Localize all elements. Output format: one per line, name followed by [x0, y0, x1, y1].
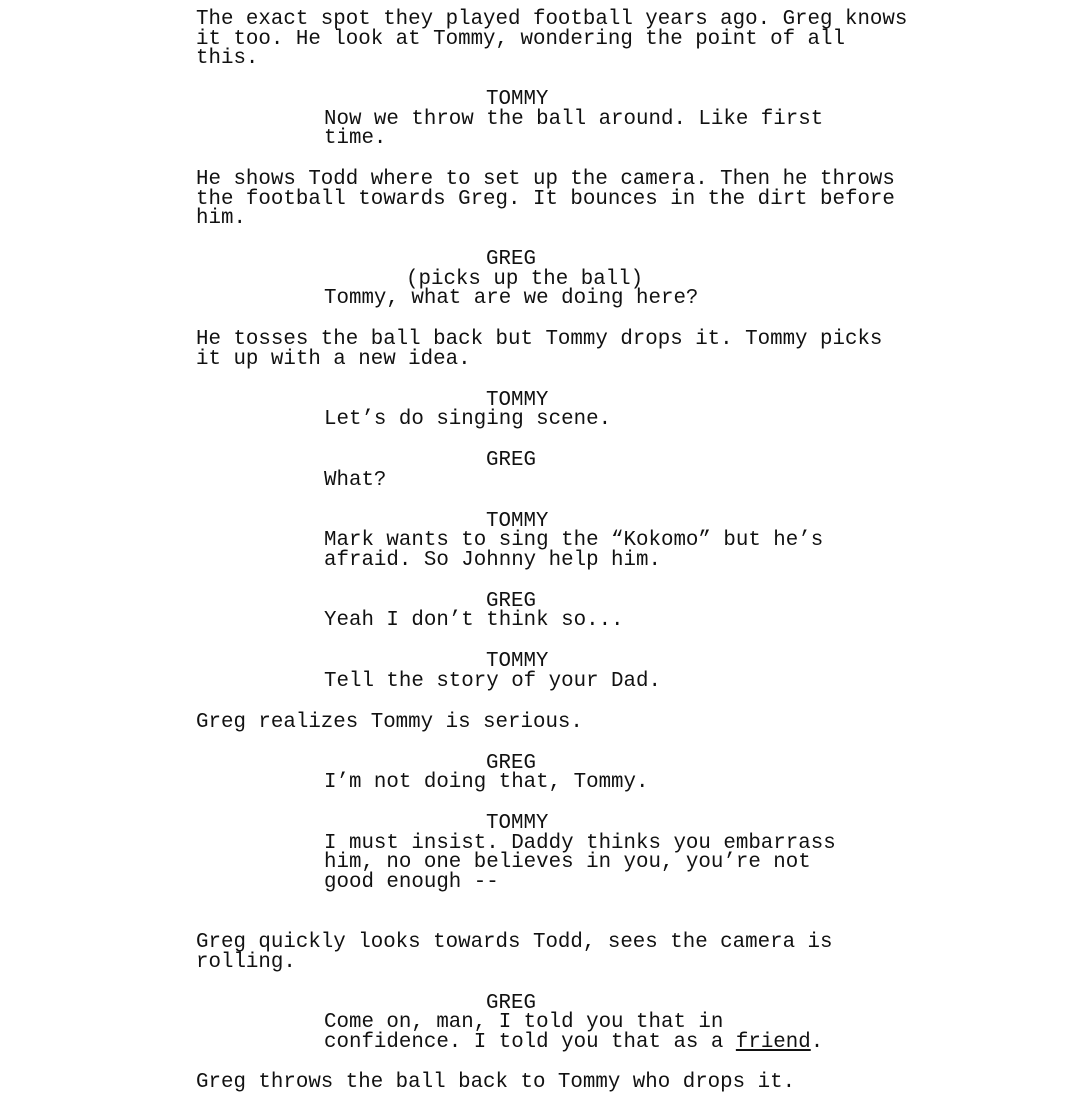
- dialogue-line: Mark wants to sing the “Kokomo” but he’s: [324, 529, 824, 552]
- dialogue-line: What?: [324, 469, 387, 492]
- underlined-word: friend: [735, 1031, 811, 1054]
- character-name: TOMMY: [486, 510, 549, 533]
- character-name: GREG: [486, 449, 536, 472]
- dialogue-line: Tell the story of your Dad.: [324, 670, 661, 693]
- character-name: TOMMY: [486, 812, 549, 835]
- dialogue-line: Come on, man, I told you that in: [324, 1011, 724, 1034]
- dialogue-line: Yeah I don’t think so...: [324, 609, 624, 632]
- parenthetical: (picks up the ball): [406, 268, 644, 291]
- action-line: Greg quickly looks towards Todd, sees the camera is: [196, 931, 833, 954]
- character-name: TOMMY: [486, 389, 549, 412]
- dialogue-line: time.: [324, 127, 387, 150]
- dialogue-line: Let’s do singing scene.: [324, 408, 612, 431]
- action-line: the football towards Greg. It bounces in the dirt before: [196, 188, 895, 211]
- action-line: him.: [196, 207, 246, 230]
- character-name: GREG: [486, 248, 536, 271]
- character-name: TOMMY: [486, 650, 549, 673]
- dialogue-line-underlined: [324, 1033, 823, 1053]
- character-name: TOMMY: [486, 88, 549, 111]
- character-name: GREG: [486, 992, 536, 1015]
- dialogue-line: good enough --: [324, 871, 499, 894]
- character-name: GREG: [486, 590, 536, 613]
- character-name: GREG: [486, 752, 536, 775]
- dialogue-line: Now we throw the ball around. Like first: [324, 108, 824, 131]
- action-line: Greg realizes Tommy is serious.: [196, 711, 583, 734]
- dialogue-line: I must insist. Daddy thinks you embarrass: [324, 832, 836, 855]
- action-line: it up with a new idea.: [196, 348, 471, 371]
- action-line: He tosses the ball back but Tommy drops it. Tommy picks: [196, 328, 883, 351]
- dialogue-line: Tommy, what are we doing here?: [324, 287, 699, 310]
- action-line: rolling.: [196, 951, 296, 974]
- action-line: He shows Todd where to set up the camera. Then he throws: [196, 168, 895, 191]
- dialogue-line: I’m not doing that, Tommy.: [324, 771, 649, 794]
- action-line: Greg throws the ball back to Tommy who drops it.: [196, 1071, 796, 1094]
- action-line: The exact spot they played football years ago. Greg knows: [196, 8, 908, 31]
- dialogue-line: him, no one believes in you, you’re not: [324, 851, 811, 874]
- action-line: this.: [196, 47, 259, 70]
- dialogue-text: .: [810, 1031, 824, 1054]
- action-line: it too. He look at Tommy, wondering the point of all: [196, 28, 845, 51]
- dialogue-line: afraid. So Johnny help him.: [324, 549, 661, 572]
- dialogue-text: confidence. I told you that as a: [324, 1031, 736, 1054]
